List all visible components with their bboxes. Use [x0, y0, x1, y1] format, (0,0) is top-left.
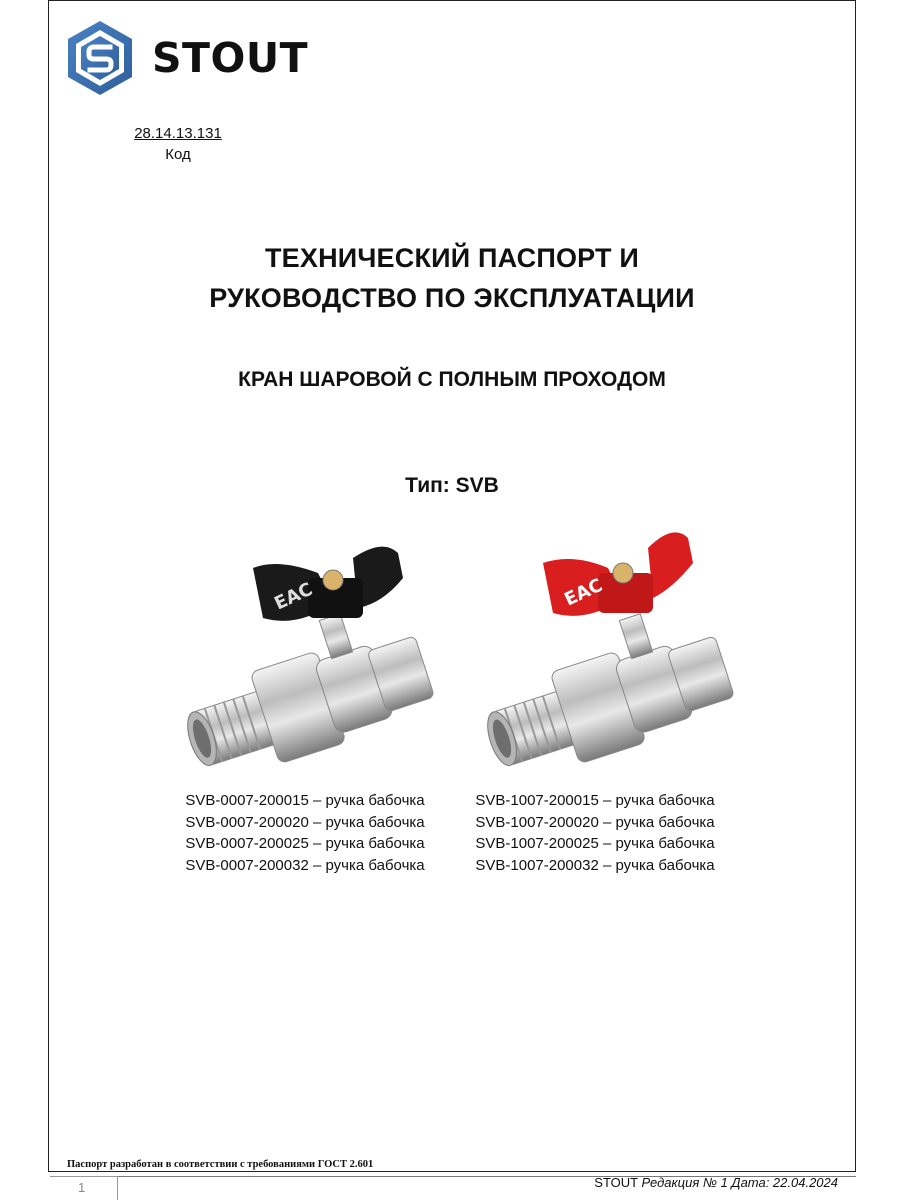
- eac-mark-left: ЕАС: [271, 578, 316, 615]
- title-line-2: РУКОВОДСТВО ПО ЭКСПЛУАТАЦИИ: [209, 283, 695, 313]
- page-number: 1: [78, 1180, 86, 1195]
- footer-gost-note: Паспорт разработан в соответствии с требованиями ГОСТ 2.601: [67, 1159, 374, 1170]
- list-item: SVB-0007-200015 – ручка бабочка: [185, 792, 425, 809]
- list-item: SVB-1007-200025 – ручка бабочка: [475, 835, 715, 852]
- footer-revision-text: Редакция № 1 Дата: 22.04.2024: [641, 1175, 838, 1190]
- list-item: SVB-0007-200020 – ручка бабочка: [185, 813, 425, 831]
- list-item: SVB-1007-200015 – ручка бабочка: [475, 792, 715, 809]
- brand-name: STOUT: [152, 34, 309, 82]
- code-value: 28.14.13.131: [134, 125, 222, 142]
- code-label: Код: [165, 146, 191, 163]
- ball-valve-black-handle-image: [158, 518, 438, 778]
- document-title: [48, 238, 856, 318]
- footer-brand: STOUT: [594, 1175, 638, 1190]
- list-item: SVB-0007-200025 – ручка бабочка: [185, 835, 425, 852]
- model-list-left: [160, 790, 450, 876]
- list-item: SVB-0007-200032 – ручка бабочка: [185, 856, 425, 874]
- list-item: SVB-1007-200032 – ручка бабочка: [475, 856, 715, 874]
- model-list-right: [450, 790, 740, 876]
- title-line-1: ТЕХНИЧЕСКИЙ ПАСПОРТ И: [264, 243, 640, 273]
- footer-revision: [594, 1175, 838, 1190]
- code-block: [128, 123, 228, 165]
- eac-mark-right: ЕАС: [561, 574, 606, 611]
- document-subtitle: КРАН ШАРОВОЙ С ПОЛНЫМ ПРОХОДОМ: [238, 368, 666, 391]
- list-item: SVB-1007-200020 – ручка бабочка: [475, 813, 715, 831]
- ball-valve-red-handle-image: [458, 518, 738, 778]
- product-type: Тип: SVB: [405, 474, 499, 497]
